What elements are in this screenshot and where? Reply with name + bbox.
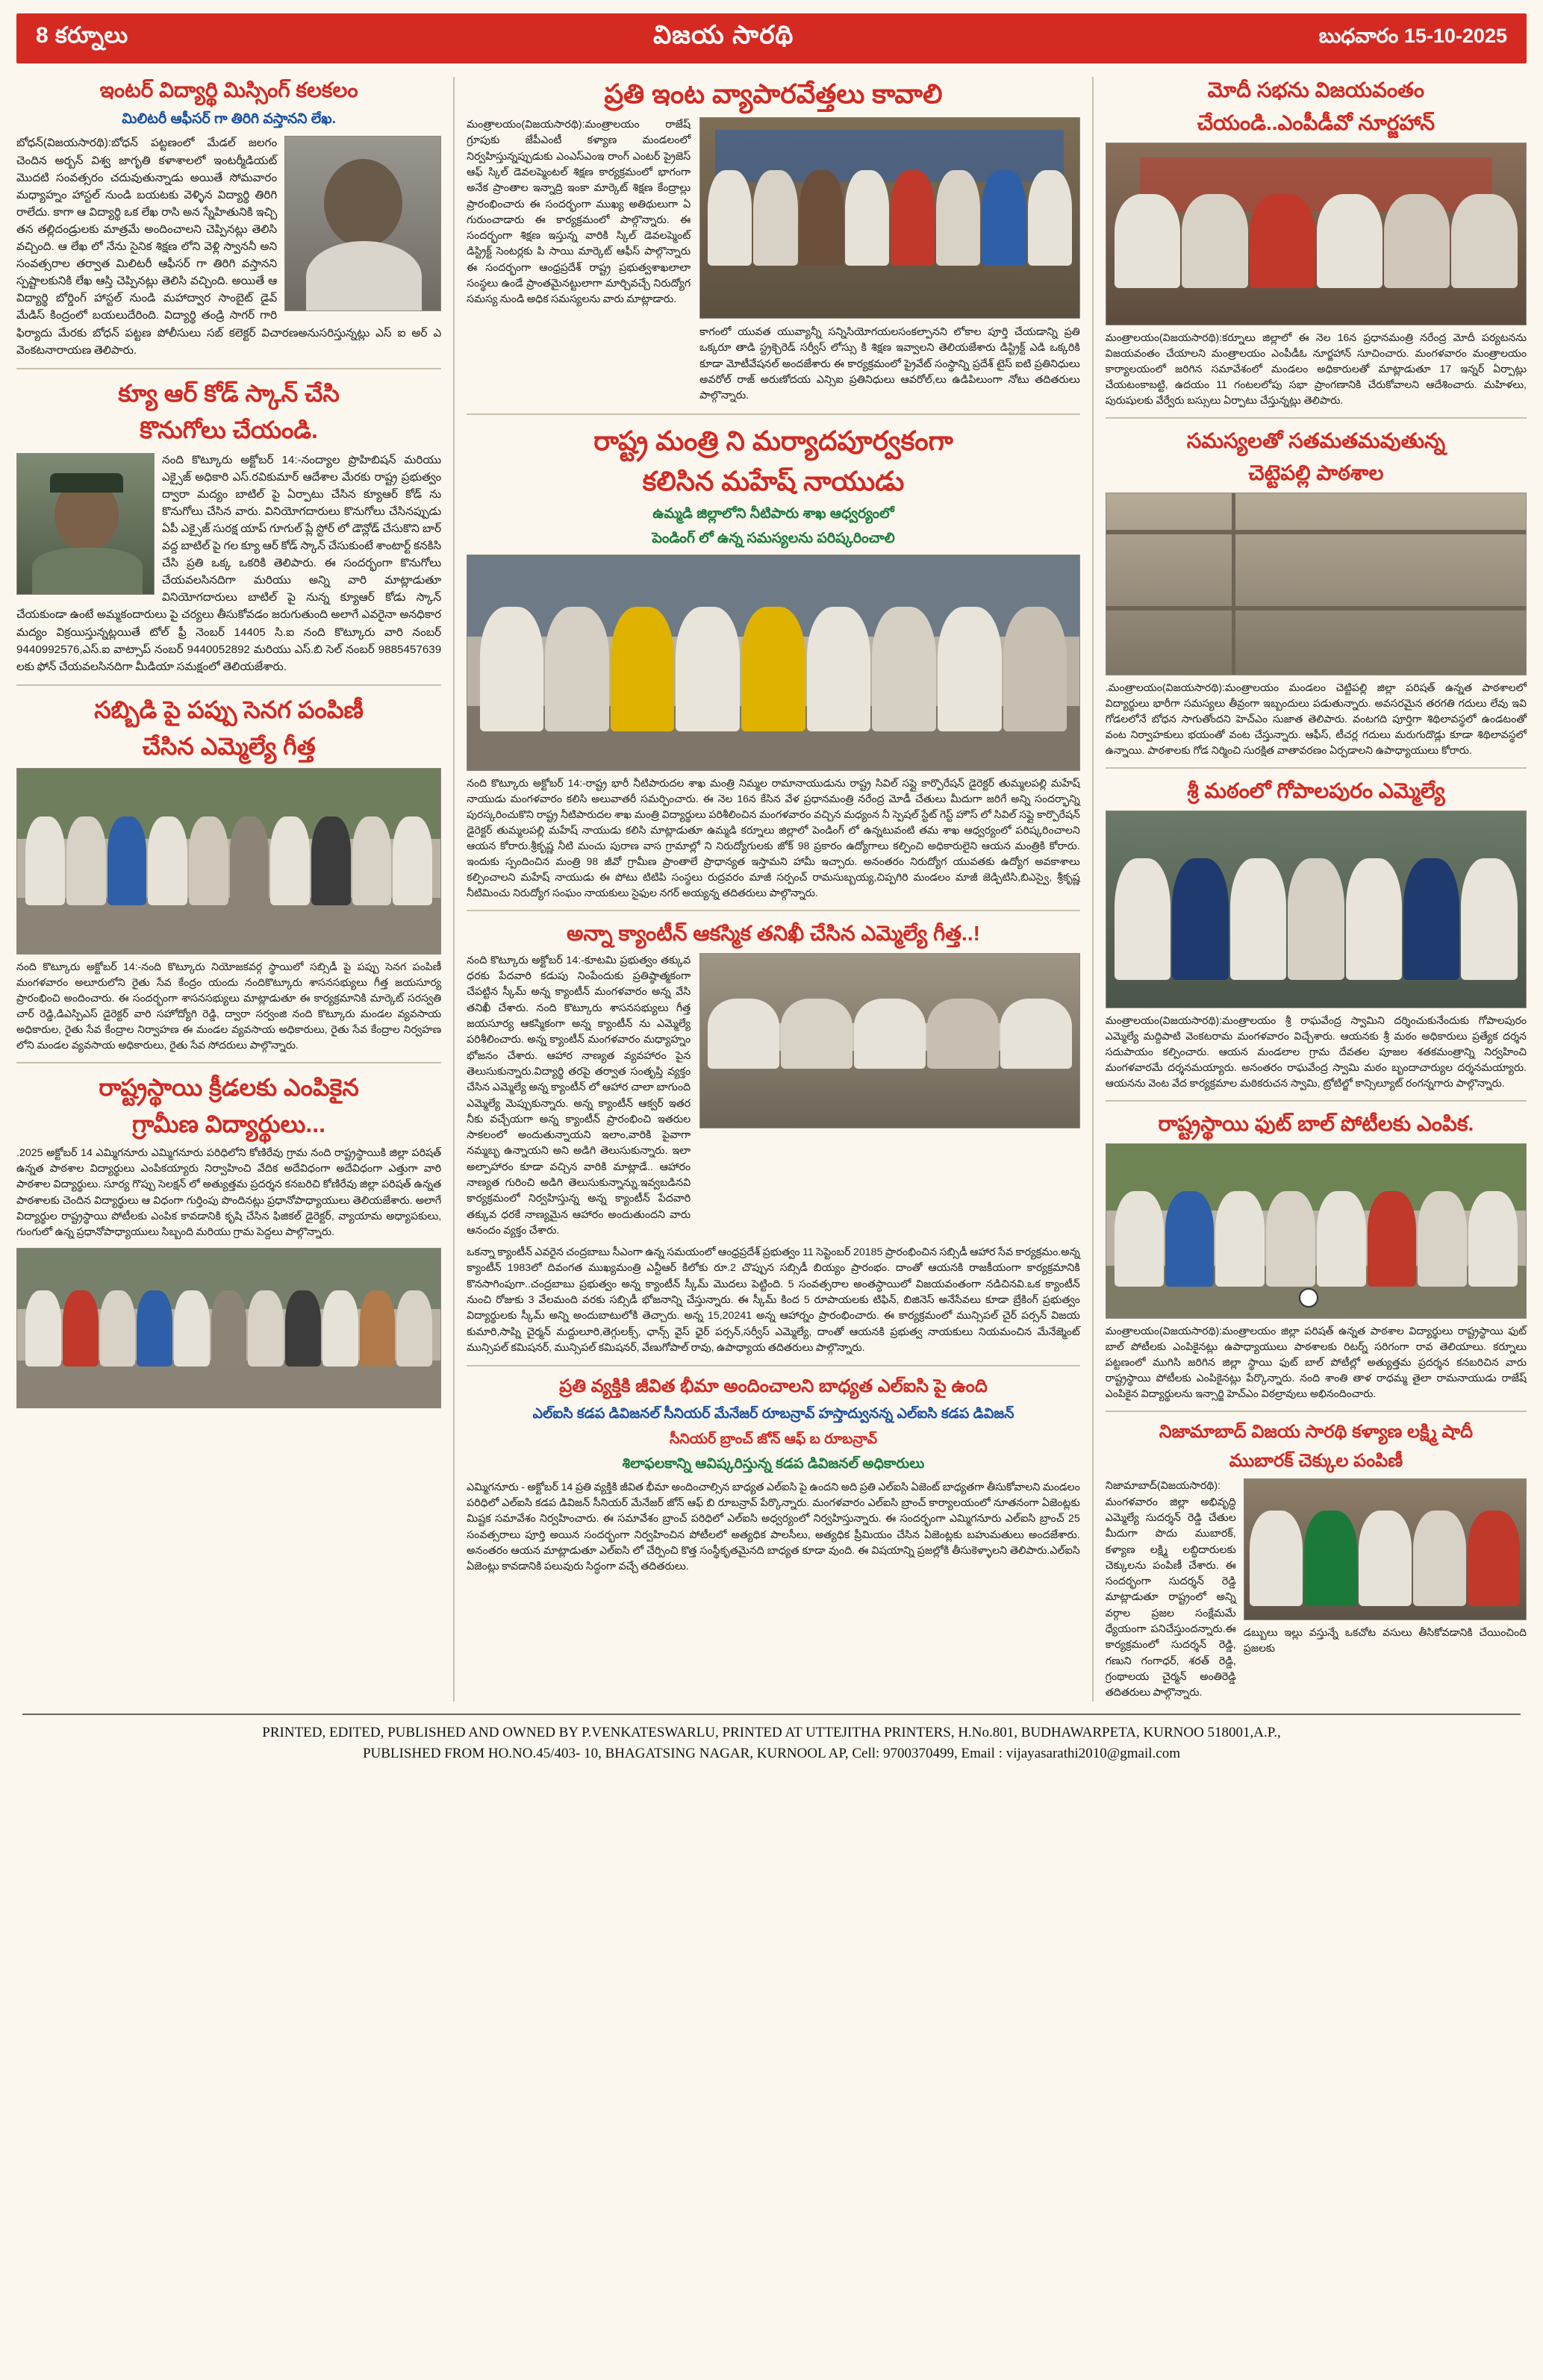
article-lic-life-insurance: [467, 1375, 1080, 1575]
headline: రాష్ట్రస్థాయి ఫుట్ బాల్ పోటీలకు ఎంపిక.: [1158, 1112, 1474, 1136]
footer-line-2: PUBLISHED FROM HO.NO.45/403- 10, BHAGATSING NAGAR, KURNOOL AP, Cell: 9700370499, Email : vijayasarathi2010@gmail.com: [362, 1746, 1180, 1762]
article-body: నిజామాబాద్(విజయసారథి): మంగళవారం జిల్లా అభివృద్ధి ఎమ్మెల్యే సుదర్శన్ రెడ్డి చేతుల మీదుగా పొదు ముబారక్, కళ్యాణ లక్ష్మి లబ్ధిదారులకు చెక్కులను పంపిణీ చేశారు. ఈ సందర్భంగా సుదర్శన్ రెడ్డి మాట్లాడుతూ రాష్ట్రంలో అన్ని వర్గాల ప్రజల సంక్షేమమే ధ్యేయంగా పనిచేస్తుందన్నారు.ఈ కార్యక్రమంలో సుదర్శన్ రెడ్డి, గణుని గంగాధర్, శరత్ రెడ్డి, గ్రంథాలయ చైర్మన్ అంతిరెడ్డి తదితరులు పాల్గొన్నారు.: [1105, 1480, 1236, 1699]
photo-people-row: [1115, 194, 1518, 288]
article-minister-courtesy-meeting: [467, 424, 1080, 901]
headline-line-1: క్యూ ఆర్ కోడ్ స్కాన్ చేసి: [118, 379, 340, 407]
left-column: [16, 74, 441, 1408]
publication-date: బుధవారం 15-10-2025: [1318, 24, 1507, 47]
page-footer: [22, 1714, 1521, 1777]
article-body: బోధన్(విజయసారథి):బోధన్ పట్టణంలో మేడల్ జలగం చెందిన అర్బన్ విశ్వ జాగృతి కళాశాలలో ఇంటర్మీడియట్ మొదటి సంవత్సరం చదువుతున్నాడు అయితే సోమవారం మధ్యాహ్నం హాస్టల్ నుండి బయటకు వెళ్ళిన విద్యార్థి తిరిగి రాలేదు. కాగా ఆ విద్యార్థి ఒక లేఖ రాసి అన స్నేహితునికి ఇచ్చి తన తల్లిదండ్రులకు మాత్రమే అందించాలని చెప్పినట్లు తెలిసి వచ్చింది. ఆ లేఖ లో నేను సైనిక శిక్షణ లోని వెళ్లి స్వాననీ అని సంవత్సరాల తర్వాత మిలిటరీ ఆఫీసర్ గా తిరిగి వస్తానని స్పష్టాలకునికి లేఖ ఆస్తి చెప్పినట్లు తెలిసి వచ్చింది. అయితే ఆ విద్యార్థి బోర్డింగ్ హాస్టల్ నుండి మహాద్వార సాంబైట్ డైవ్ మేడిస్ కింద్రంలో బయలుదేరింది. విద్యార్థి తండ్రి సాగర్ గారి ఫిర్యాదు మేరకు బోధన్ పట్టణ పోలీసులు సబ్ కలెక్టర్ విచారణఅనుసరిస్తున్నట్లు ఎస్ ఐ అర్ ఎ వెంకటనారాయణ తెలిపారు.: [16, 137, 442, 357]
photo-caption: మంత్రాలయం(విజయసారథి):మంత్రాలయం శ్రీ రాఘవేంద్ర స్వామిని దర్శించుకునేందుకు గోపాలపురం ఎమ్మెల్యే మద్దిపాటి వెంకటరామ మంగళవారం విచ్చేశారు. ఆయనకు శ్రీ మఠం అధికారులు ప్రత్యేక దర్శన సదుపాయం కల్పించారు. ఆయన మండలాల గ్రామ దేవతల పూజల శతకమంత్రాన్ని నిర్వహించి మంగళవారమే దర్శనమయ్యారు. అనంతరం రాఘవేంద్ర స్వామి మఠం బృందాచార్యుల దర్శనమయ్యారు. ఆయనను వెంట వేద కార్యక్రమాల మఠికరుచన స్వామి, ట్రోటిల్జో కాన్సిల్యూట్ రంగన్నగారు పాల్గొన్నారు.: [1105, 1014, 1527, 1090]
photo-people-row: [25, 1290, 432, 1367]
headline: ప్రతి వ్యక్తికి జీవిత భీమా అందించాలని బాధ్యత ఎల్ఐసి పై ఉంది: [559, 1376, 988, 1397]
divider: [16, 684, 441, 686]
headline: ఇంటర్ విద్యార్థి మిస్సింగ్ కలకలం: [99, 78, 358, 101]
divider: [16, 1062, 441, 1063]
divider: [467, 1365, 1080, 1367]
subheadline-line-1: ఉమ్మడి జిల్లాలోని నీటిపారు శాఖ ఆధ్వర్యంలో: [652, 505, 894, 522]
article-photo-mutt-visit: [1106, 810, 1527, 1008]
photo-people-row: [708, 999, 1071, 1068]
masthead: [16, 13, 1527, 63]
divider: [1106, 1411, 1527, 1412]
article-body: మంత్రాలయం(విజయసారథి):మంత్రాలయం రాజేష్ గ్రూపుకు జేపీఎంటీ కళ్యాణ మండలంలో నిర్వహిస్తున్నప్పుడుకు ఎంఎస్ఎంఇ రాంగ్ ఎంటర్ ప్రైజెస్ ఆఫ్ స్కిల్ డెవలప్మెంటల్ శిక్షణ కార్యక్రమంలో భాగంగా అనేక ప్రాంతాల ఇన్నాద్రి ఇంకా మార్కెట్ శిక్షణ కేంద్రాల్లు ప్రారంభించారు ఈ సందర్భంగా ముఖ్య అతిథులుగా ఏ గురుంచాడారు ఈ కార్యక్రమంలో పాల్గొన్నారు. ఈ సందర్భంగా శిక్షణ ఇస్తున్న వారికి స్కిల్ డెవలప్మెంట్ డిస్ట్రిక్ట్ సెంటర్లకు పి సాయి మార్కెట్ ఆఫీస్ పాల్గొన్నారు ఈ సందర్భంగా ఆంధ్రప్రదేశ్ రాష్ట్ర ప్రభుత్వశాఖలాలా సంస్థలు ఉండే ప్రాంతమైనట్టులాగా మార్చివచ్చే నిరుద్యోగ సమస్య నుండి అధిక సమస్యలను వారు మాట్లాడారు.: [467, 119, 691, 306]
photo-people-row: [1115, 1191, 1518, 1287]
divider: [1106, 417, 1527, 419]
subheadline-line-2: సీనియర్ బ్రాంచ్ జోన్ ఆఫ్ బ రూబన్రావ్: [669, 1431, 877, 1447]
photo-caption: మంత్రాలయం(విజయసారథి):కర్నూలు జిల్లాలో ఈ నెల 16న ప్రధానమంత్రి నరేంద్ర మోదీ పర్యటనను విజయవంతం చేయాలని మంత్రాలయం ఎంపీడీఓ నూర్జహాన్ సూచించారు. మంగళవారం మంత్రాలయం కార్యాలయంలో జరిగిన సమావేశంలో మండలం అధికారులతో మాట్లాడుతూ 17 ఇన్నర్ ఏర్పాట్లు చేయటంకాబట్టి, ఉదయం 11 గంటలలోపు సభా ప్రాంగణానికి చేరుకోవాలని ఆదేశించారు. మహిళలు, పురుషులకు వేర్వేరు బస్సులు ఏర్పాటు చేస్తున్నట్లు తెలిపారు.: [1105, 331, 1527, 406]
divider: [467, 413, 1080, 415]
article-state-level-sports-selection: [16, 1072, 441, 1409]
page-number: 8 కర్నూలు: [36, 23, 128, 48]
article-mla-at-mutt: [1106, 778, 1527, 1091]
article-body: ఎమ్మిగనూరు - అక్టోబర్ 14 ప్రతి వ్యక్తికి జీవిత భీమా అందించాల్సిన బాధ్యత ఎల్ఐసి పై ఉందని అది ప్రతి ఎల్ఐసి ఏజెంట్ బాధ్యతగా తీసుకోవాలని మండలం పరిధిలో ఎల్ఐసి కడప డివిజన్ సీనియర్ మేనేజర్ జోన్ ఆఫ్ బి రూబన్రావ్ పేర్కొన్నారు. మంగళవారం ఎల్ఐసి బ్రాంచ్ కార్యాలయంలో నూతనంగా ఏజెంట్లకు మిష్టక సమావేశం నిర్వహించారు. ఈ సమావేశం బ్రాంచ్ పరిధిలో ఎల్ఐసి అధ్వర్యంలో నిర్వహిస్తున్నారు. ఈ సందర్భంగా ఎమ్మిగనూరు ఎల్ఐసి బ్రాంచ్ 25 సంవత్సరాలు పూర్తి అయిన సందర్భంగా నిర్వహించిన పోటీలలో అత్యధిక పాలసీలు, అత్యధిక ప్రీమియం చేసిన ఏజెంట్లకు బహుమతులు అందజేశారు. అనంతరం ఆయన మాట్లాడుతూ ఎల్ఐసి లో చేర్పించి కొత్త సంస్థీకృతమైనది బాధ్యత కూడా వుంది. ఈ విషయాన్ని ప్రజల్లోకి తీసుకెళ్ళాలని తెలిపారు.ఎల్ఐసి ఏజెంట్లు కావడానికి పలువురు సిద్ధంగా వచ్చే తదితరులు.: [467, 1481, 1080, 1573]
article-body: .2025 అక్టోబర్ 14 ఎమ్మిగనూరు ఎమ్మిగనూరు పరిధిలోని కోణిరేవు గ్రామ నంది రాష్ట్రస్థాయికి జిల్లా పరిషత్ ఉన్నత పాఠశాల విద్యార్థులు ఎంపికయ్యారు నిర్వాహించి వేదిక అదేవిధంగా అదేవిధంగా ఎత్తుగా వారి పాఠశాల విద్యార్థులు. సూర్య గొప్పు సెలక్షన్ లో అత్యుత్తమ ప్రదర్శన కనబరిచి కోణిరేవు జిల్లా పరిషత్ ఉన్నత పాఠశాలకు చెందిన విద్యార్థులు ఆ విధంగా గుర్తింపు పొందినట్లు ప్రధానోపాధ్యాయులు తెలియజేశారు. అలాగే విద్యార్థుల రాష్ట్రస్థాయి పోటీలకు ఎంపిక కావడానికి కృషి చేసిన ఫిజికల్ డైరెక్టర్, వ్యాయామ అధ్యాపకులు, గుంగులో ఉన్న ప్రధానోపాధ్యాయులు సిబ్బంది మరియు గ్రామ పెద్దలు పాల్గొన్నారు.: [16, 1146, 442, 1239]
article-photo-student: [284, 136, 441, 311]
article-subsidy-chana-distribution: [16, 695, 441, 1053]
article-body: నంది కొట్కూరు అక్టోబర్ 14:-కూటమి ప్రభుత్వం తక్కువ ధరకు పేదవారి కడుపు నింపేందుకు ప్రతిష్ఠాత్మకంగా చేపట్టిన స్కీమ్ అన్న క్యాంటీన్ మంగళవారం అన్న వేసి తనిఖీ చేశారు. నంది కొట్కూరు శాసనసభ్యులు గీత్త జయసూర్య ఆకస్మికంగా అన్న క్యాంటీన్ ను ఎమ్మెల్యే పరిశీలించారు. అన్న క్యాంటీన్ మంగళవారం మధ్యాహ్నం భోజనం చేశారు. ఆహార నాణ్యత వ్యవహారం పైన తెలుసుకున్నారు.విద్యార్థి తరపై తర్వాత సంతృప్తి వ్యక్తం చేసిన ఎమ్మెల్యే అన్న క్యాంటీన్ లో ఆహార చాలా బాగుంది ఎమ్మెల్యే మెప్పుకున్నారు. అన్న క్యాంటీన్ ఆక్వర్ ఇతర నీకు వచ్చేయగా అన్న క్యాంటీన్ ప్రారంభించి ఇతరుల సాకలంలో అందుతున్నాయని ఇలాం,వారికి పైవాగా నమ్మబృ ఉన్నాయని అని అడిగి తెలుసుకున్నారు. ఇలా అల్పాహారం కూడా వచ్చిన వారికి మాట్లాడే.. ఆహారం నాణ్యత గురించి అడిగి తెలుసుకున్నాన్ను.ఇవ్వబడినవి కార్యక్రమంలో నిర్వహిస్తున్న అన్న క్యాంటీన్ పేదవారి తక్కువ ధరకే నాణ్యమైన ఆహారం అందుతుందని వారు ఆనందం వ్యక్తం చేశారు.: [467, 954, 691, 1237]
column-divider: [1092, 77, 1094, 1702]
article-entrepreneurs-in-every-home: [467, 77, 1080, 405]
article-photo-skill-training: [699, 117, 1080, 319]
subheadline-line-3: శిలాఫలకాన్ని ఆవిష్కరిస్తున్న కడప డివిజనల్ అధికారులు: [622, 1456, 925, 1472]
center-column: [467, 74, 1080, 1575]
article-photo-minister-group: [467, 555, 1080, 771]
newspaper-title: విజయ సారథి: [652, 21, 794, 49]
headline-line-1: సమస్యలతో సతమతమవుతున్న: [1186, 428, 1446, 452]
article-anna-canteen-inspection: [467, 920, 1080, 1356]
article-body-2: ఒకన్నా క్యాంటీన్ ఎవరైన చంద్రబాబు సీఎంగా ఉన్న సమయంలో ఆంధ్రప్రదేశ్ ప్రభుత్వం 11 సెప్టెంబర్ 20185 ప్రారంభించిన సబ్సిడీ ఆహార సేవ కార్యక్రమం.అన్న క్యాంటీన్ 1983లో దివంగత ముఖ్యమంత్రి ఎన్టీఆర్ కిలోకు రూ.2 చొప్పున సబ్సిడీ బియ్యం ప్రారంభం. దాంతో ఆయనకి రాజకీయంగా కార్యక్రమానికి కొనసాగింపుగా..చంద్రబాబు ప్రభుత్వం అన్న క్యాంటీన్ స్కీమ్ మొదలు పెట్టింది. 5 సంవత్సరాల అంతస్ధాయిలో విజయవంతంగా నడిచినవి.ఒక క్యాంటీన్ నుంచి రోజుకు 3 వేలమంది వరకు సబ్సిడీ భోజనాన్ని చేస్తున్నారు. ఈ స్కీమ్ కింద 5 రూపాయలకు టిఫిన్, బిజినెస్ అనేసేవలు కూడా బ్రేకింగ్ ప్రభుత్వం విద్యార్థులకు స్కీమ్ అన్ని అందుబాటులోకి తెచ్చారు. అన్న 15,20241 అన్న ఆహార్నం ప్రారంభించారు. ఈ కార్యక్రమంలో మున్సిపల్ చైర్ పర్సన్ విజయ కుమారి,సాప్ని చైర్మన్ మద్దులూరి,తెగ్గులక్స్, ఛాన్స్ వైస్ ఛైర్ పర్సన్,సర్వీస్ ఎమ్మెల్యే, దాంతో ఆయనకి ప్రభుత్వ నాయకులు నియమంచిన మేనేజ్మెంట్ మున్సిపల్ కమిషనర్, మున్సిపల్ కమిషనర్, వేణుగోపాల్ రావు, ఉపాధ్యాయ తదితరులు పాల్గొన్నారు.: [467, 1246, 1080, 1354]
article-football-state-selection: [1106, 1111, 1527, 1402]
article-school-problems: [1106, 428, 1527, 759]
divider: [1106, 1100, 1527, 1102]
subheadline: మిలిటరీ ఆఫీసర్ గా తిరిగి వస్తానని లేఖ.: [122, 110, 336, 127]
photo-people-row: [1115, 858, 1518, 980]
headline-line-2: కలిసిన మహేష్ నాయుడు: [642, 465, 905, 496]
headline-line-2: ముబారక్ చెక్కుల పంపిణీ: [1229, 1450, 1403, 1471]
headline: ప్రతి ఇంట వ్యాపారవేత్తలు కావాలి: [604, 78, 943, 109]
article-body-2: కాగంలో యువత యువ్యాన్నీ సన్నిసియోగయలసంకల్పానని లోకాల పూర్తి చేయడాన్ని ప్రతి ఒక్కరూ తాడి స్ట్రక్చెరెడ్ సర్వీస్ లోస్సు కి శిక్షణ ఇవ్వాలని తెలియజేశారు డిస్ట్రిక్ట్ ఎడి ఒక్కరికి కూడా మోటీవేషనల్ అందజేశారు ఈ కార్యక్రమంలో ప్రైవేట్ సంస్థాన్ని ప్రదేశ్ టైస్ ఐటి ప్రతినిధులు అవరోల్ రాజ్ అరుణోదయ ఎన్సిఐ ప్రతినిధులు ఆవరోల్,లు ఉడిపిలుంగా నోటు తదితరులు పాల్గొన్నారు.: [699, 326, 1080, 402]
photo-caption: మంత్రాలయం(విజయసారథి):మంత్రాలయం జిల్లా పరిషత్ ఉన్నత పాఠశాల విద్యార్థులు రాష్ట్రస్థాయి ఫుట్ బాల్ పోటీలకు ఎంపికైనట్లు ఉపాధ్యాయులు పాఠశాలకు రిటర్న్ సరిగంగా రావ తెలియాలు. కర్నూలు పట్టణంలో ముగిసి జరిగిన జిల్లా స్థాయి ఫుట్ బాల్ పోటీల్లో అత్యుత్తమ ప్రదర్శన కనబరిచిన వారు రాష్ట్రస్థాయి పోటీలకు ఎంపికైనట్లు పేర్కొన్నారు. నంది శాంతి తాళ రాధమ్మ తైలా రామనాయుడు రాజేష్ ఎంపికైన విద్యార్థులను ఇన్సార్జి హెచ్ఎం విఠల్రావులు అభినందించారు.: [1105, 1324, 1527, 1399]
article-body: నంది కొట్కూరు అక్టోబర్ 14:-నంద్యాల ప్రొహిబిషన్ మరియు ఎక్సైజ్ అధికారి ఎస్.రవికుమార్ ఆదేశాల మేరకు రాష్ట్ర ప్రభుత్వం ద్వారా మద్యం బాటిల్ పై ఏర్పాటు చేసిన క్యూఆర్ కోడ్ ను కొనుగోలు చేసిన వారు. వినియోగదారులు కొనుగోలు చేసినప్పుడు ఏపీ ఎక్సైజ్ సురక్ష యాప్ గూగుల్ ప్లే స్టోర్ లో డౌన్లోడ్ చేసుకొని బార్ వద్ద బాటిల్ పై గల క్యూ ఆర్ కోడ్ స్కాన్ చేసుకుంటే శాంటార్ట్ కనకిసి చేసి ప్రతి ఒక్క ఒకరికి తెలిపారు. ఈ సందర్భంగా కొనుగోలు చేయవలసినదిగా మరియు అన్ని వారి మాట్లాడుతూ వినియోగదారులు బాటిల్ పై నున్న క్యూఆర్ కోడు స్కాన్ చేయకుండా ఉంటే అమ్మకందారులు పై చర్యలు తీసుకోవడం జరుగుతుంది అలాగే ఎవరైనా అనధికార మద్యం విక్రయిస్తున్నట్లయితే టోల్ ఫ్రీ నెంబర్ 14405 సి.ఐ నంది కొట్కూరు వారి నంబర్ 9440992576,ఎస్.ఐ వాట్సాప్ నంబర్ 9440052892 మరియు ఎస్.బి సెల్ నంబర్ 9885457639 లకు ఫోన్ చేయవలసినదిగా మీడియా సమక్షంలో తెలియజేశారు.: [16, 453, 442, 673]
footer-line-1: PRINTED, EDITED, PUBLISHED AND OWNED BY P.VENKATESWARLU, PRINTED AT UTTEJITHA PRINTERS, H.No.801, BUDHAWARPETA, KURNOO 518001,A.P.,: [262, 1724, 1281, 1740]
article-photo-cheque-distribution: [1244, 1478, 1527, 1620]
column-divider: [453, 77, 455, 1702]
article-qr-code-scan: [16, 378, 441, 675]
headline-line-1: రాష్ట్ర మంత్రి ని మర్యాదపూర్వకంగా: [593, 425, 953, 456]
headline-line-1: రాష్ట్రస్థాయి క్రీడలకు ఎంపికైన: [99, 1073, 359, 1101]
article-modi-meeting-success: [1106, 77, 1527, 408]
article-kalyana-lakshmi-cheques: [1106, 1421, 1527, 1702]
photo-caption: నంది కొట్కూరు అక్టోబర్ 14:-రాష్ట్ర భారీ నీటిపారుదల శాఖ మంత్రి నిమ్మల రామానాయుడును రాష్ట్ర సివిల్ సప్లై కార్పొరేషన్ డైరెక్టర్ తుమ్మలపల్లి మహేష్ నాయుడు మంగళవారం కలిసి అలువాతరీ సమర్పించారు. ఈ నెల 16న కేసిన వేళ ప్రధానమంత్రి నరేంద్ర మోడీ చేతులు మీదుగా జరిగే అన్ని సందర్భాన్ని పురస్కరించుకొని రాష్ట్ర నీటిపారుదల శాఖ మంత్రి విద్యార్థులు పరిశీలించిన మంగళవారం వచ్చిన మధ్యంన నీ స్పెషల్ స్టేట్ గెస్ట్ హౌస్ లో సివిల్ సప్లై కార్పొరేషన్ డైరెక్టర్ తుమ్మలపల్లి మహేష్ నాయుడు కలిసి మాట్లాడుతూ ఉమ్మడి కర్నూలు జిల్లాలో పెండింగ్ లో ఉన్నటువంటి తమ శాఖ ఆధ్వర్యంలో పరిష్కరించాలని ఆయన కోరారు.శ్రీకృష్ణ నీటి మంచు పురాణ వాస గ్రామాల్లో ని నిరుద్యోగులకు జోక్ 98 ప్రకారం ఉద్యోగాలు కల్పించి అధికారులైని ఆయన మంత్రికి కోరారు. ఇందుకు స్పందించిన మంత్రి 98 జీవో గ్రామీణ ప్రాంతాలే ప్రాధాన్యత ఇస్తామని హామీ ఇచ్చారు. అనంతరం నిరుద్యోగ యువతకు ఉద్యోగ అవకాశాలు కల్పించాలని మహేష్ నాయుడు ఈ పోటు టిటిపి సంస్థలు రుద్రవరం మాజీ సర్పంచ్ రామసుబ్బయ్య,చిప్పగిరి మండలం మాజీ జెడ్పిటిసి,బిఎస్వై, శ్రీకృష్ణ నీటిమించు నిరుద్యోగ సంఘం నాయకులు సైఫుల నగర్ అయ్యన్న తదితరులు పాల్గొన్నారు.: [467, 777, 1080, 899]
divider: [16, 368, 441, 369]
article-photo-officer: [16, 453, 155, 595]
divider: [467, 910, 1080, 911]
headline-line-1: నిజామాబాద్ విజయ సారథి కళ్యాణ లక్ష్మి షాదీ: [1159, 1421, 1474, 1442]
headline-line-2: చెట్టెపల్లి పాఠశాల: [1248, 461, 1384, 485]
subheadline-line-2: పెండింగ్ లో ఉన్న సమస్యలను పరిష్కరించాలి: [652, 531, 895, 547]
photo-caption: .మంత్రాలయం(విజయసారథి):మంత్రాలయం మండలం చెట్టిపల్లి జిల్లా పరిషత్ ఉన్నత పాఠశాలలో విద్యార్థులు భారీగా సమస్యలు తీవ్రంగా ఇబ్బందులు పడుతున్నారు. అవసరమైన తరగతి గదులు లేవు ఇవి గోడలలోనే బోధన సాగుతోందని హెచ్ఎం సుజాత తెలిపారు. వంటగది పూర్తిగా శిథిలావస్థలో ఉండటంతో వంట నిర్వాహకులు భయంతో వంట చేస్తున్నారు. ఆఫీస్, టీచర్ల గదులు మరుగుదొడ్లు కూడా శిథిలావస్థలో ఉన్నాయి. పాఠశాలకు గోడ నిర్మించి సురక్షిత వాతావరణం ఏర్పడాలని ఉపాధ్యాయులు కోరారు.: [1105, 681, 1527, 757]
subheadline-line-1: ఎల్ఐసి కడప డివిజనల్ సీనియర్ మేనేజర్ రూబన్రావ్ హస్తాద్వునన్న ఎల్ఐసి కడప డివిజన్: [532, 1405, 1014, 1422]
headline-line-2: చేయండి..ఎంపీడీవో నూర్జహాన్: [1197, 110, 1435, 134]
headline-line-1: సబ్బిడి పై పప్పు సెనగ పంపిణీ: [94, 696, 364, 723]
headline-line-1: మోదీ సభను విజయవంతం: [1207, 78, 1425, 101]
divider: [1106, 767, 1527, 769]
article-photo-students-group: [16, 1248, 441, 1408]
article-photo-football-team: [1106, 1143, 1527, 1319]
article-inter-student-missing: [16, 77, 441, 359]
photo-people-row: [1250, 1511, 1520, 1606]
headline-line-2: చేసిన ఎమ్మెల్యే గీత్త: [142, 732, 316, 760]
headline: అన్నా క్యాంటీన్ ఆకస్మిక తనిఖీ చేసిన ఎమ్మెల్యే గీత్త..!: [567, 922, 980, 945]
article-photo-canteen: [699, 953, 1080, 1128]
page-columns: [16, 74, 1527, 1702]
headline-line-2: గ్రామీణ విద్యార్థులు...: [132, 1110, 325, 1137]
headline: శ్రీ మఠంలో గోపాలపురం ఎమ్మెల్యే: [1187, 779, 1445, 803]
article-photo-mpdo-meeting: [1106, 143, 1527, 325]
photo-side-text: డబ్బులు ఇల్లు వస్తున్నే ఒకచోట వసులు తీసికోవడానికి చేయించింది ప్రజలకు: [1243, 1626, 1527, 1655]
photo-people-row: [708, 170, 1071, 266]
article-photo-dilapidated-school: [1106, 493, 1527, 675]
photo-people-row: [480, 607, 1067, 731]
article-photo-distribution: [16, 768, 441, 955]
photo-people-row: [25, 816, 432, 905]
photo-caption: నంది కొట్కూరు అక్టోబర్ 14:-నంది కొట్కూరు నియోజకవర్గ స్థాయిలో సబ్సిడీ పై పప్పు సెనగ పంపిణీ మంగళవారం అలూరులోని రైతు సేవ కేంద్రం యందు నందికొట్కూరు శాసనసభ్యులు గీత్త జయసూర్య ప్రారంభించి అందించారు. ఈ సందర్భంగా శాసనసభ్యులు మాట్లాడుతూ ఈ కార్యక్రమానికి మార్కెట్ సరస్వతి చార్ రెడ్డి,డిఎస్పిఎస్ డైరెక్టర్ వారి సహోద్యోగి రెడ్డి, ద్వారా సర్వంజి నంది కొట్కూరు మండల వ్యవసాయ అధికారుల, రైతు సేవ కేంద్రాల నిర్వాహణ ఈ మండల వ్యవసాయ అధికారులు, రైతు సేవ కేంద్రాల నిర్వహణ లోని మండల వ్యవసాయ అధికారులు, రైతు సేవ సోదరులు పాల్గొన్నారు.: [16, 960, 442, 1051]
right-column: [1106, 74, 1527, 1702]
headline-line-2: కొనుగోలు చేయండి.: [140, 416, 318, 443]
